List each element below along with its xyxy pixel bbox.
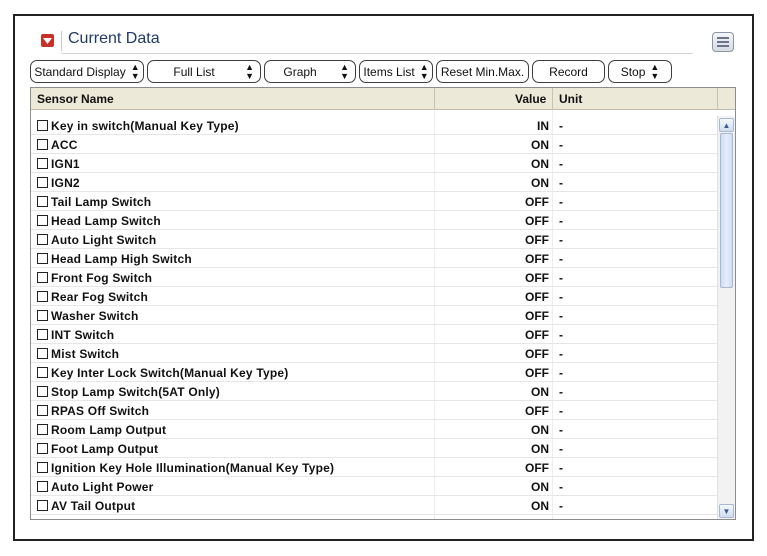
- sensor-unit: -: [559, 214, 563, 228]
- sensor-unit: -: [559, 442, 563, 456]
- sensor-value: OFF: [525, 271, 549, 285]
- table-row[interactable]: [31, 420, 717, 439]
- row-checkbox[interactable]: [37, 291, 48, 302]
- sensor-name: Front Fog Switch: [51, 271, 153, 285]
- collapse-icon[interactable]: [41, 34, 54, 47]
- sensor-name: Washer Switch: [51, 309, 139, 323]
- sensor-value: OFF: [525, 233, 549, 247]
- row-checkbox[interactable]: [37, 310, 48, 321]
- sensor-unit: -: [559, 271, 563, 285]
- sensor-name: Key in switch(Manual Key Type): [51, 119, 239, 133]
- items-list-select[interactable]: [359, 60, 433, 83]
- row-checkbox[interactable]: [37, 234, 48, 245]
- sensor-value: ON: [531, 385, 549, 399]
- row-checkbox[interactable]: [37, 424, 48, 435]
- row-checkbox[interactable]: [37, 462, 48, 473]
- sensor-unit: -: [559, 195, 563, 209]
- row-checkbox[interactable]: [37, 367, 48, 378]
- row-checkbox[interactable]: [37, 443, 48, 454]
- sensor-list: [31, 116, 717, 515]
- row-checkbox[interactable]: [37, 139, 48, 150]
- table-row[interactable]: [31, 382, 717, 401]
- updown-arrow-icon: ▲ ▼: [650, 61, 660, 81]
- updown-arrow-icon: ▲ ▼: [419, 61, 429, 81]
- row-checkbox[interactable]: [37, 158, 48, 169]
- reset-min-max-button[interactable]: [436, 60, 529, 83]
- graph-label: Graph: [283, 64, 317, 79]
- row-checkbox[interactable]: [37, 196, 48, 207]
- sensor-name: INT Switch: [51, 328, 115, 342]
- sensor-unit: -: [559, 423, 563, 437]
- sensor-value: OFF: [525, 252, 549, 266]
- table-row[interactable]: [31, 116, 717, 135]
- sensor-name-column-header[interactable]: Sensor Name: [37, 92, 114, 106]
- row-checkbox[interactable]: [37, 215, 48, 226]
- stop-select[interactable]: [608, 60, 672, 83]
- standard-display-select[interactable]: [30, 60, 144, 83]
- row-checkbox[interactable]: [37, 481, 48, 492]
- table-row[interactable]: [31, 249, 717, 268]
- sensor-name: RPAS Off Switch: [51, 404, 150, 418]
- row-checkbox[interactable]: [37, 253, 48, 264]
- sensor-unit: -: [559, 347, 563, 361]
- sensor-name: Stop Lamp Switch(5AT Only): [51, 385, 220, 399]
- table-row[interactable]: [31, 439, 717, 458]
- sensor-value: OFF: [525, 195, 549, 209]
- row-checkbox[interactable]: [37, 405, 48, 416]
- row-checkbox[interactable]: [37, 272, 48, 283]
- row-checkbox[interactable]: [37, 329, 48, 340]
- column-divider: [717, 88, 718, 110]
- sensor-value: OFF: [525, 366, 549, 380]
- sensor-unit: -: [559, 138, 563, 152]
- sensor-name: Rear Fog Switch: [51, 290, 149, 304]
- sensor-name: Room Lamp Output: [51, 423, 167, 437]
- sensor-name: ACC: [51, 138, 78, 152]
- record-label: Record: [549, 64, 588, 79]
- reset-min-max-label: Reset Min.Max.: [440, 64, 525, 79]
- sensor-value: OFF: [525, 309, 549, 323]
- row-checkbox[interactable]: [37, 348, 48, 359]
- row-checkbox[interactable]: [37, 500, 48, 511]
- items-list-label: Items List: [363, 64, 415, 79]
- sensor-unit: -: [559, 328, 563, 342]
- sensor-value: OFF: [525, 290, 549, 304]
- full-list-label: Full List: [173, 64, 215, 79]
- unit-column-header[interactable]: Unit: [559, 92, 583, 106]
- sensor-data-table: [30, 87, 736, 520]
- sensor-value: OFF: [525, 461, 549, 475]
- updown-arrow-icon: ▲ ▼: [130, 61, 140, 81]
- scrollbar-thumb[interactable]: [720, 133, 733, 288]
- table-row[interactable]: [31, 306, 717, 325]
- table-row[interactable]: [31, 496, 717, 515]
- sensor-unit: -: [559, 309, 563, 323]
- sensor-unit: -: [559, 480, 563, 494]
- sensor-value: OFF: [525, 347, 549, 361]
- sensor-name: Ignition Key Hole Illumination(Manual Key Type): [51, 461, 335, 475]
- sensor-name: Foot Lamp Output: [51, 442, 159, 456]
- title-divider: [61, 31, 62, 51]
- sensor-value: OFF: [525, 404, 549, 418]
- sensor-unit: -: [559, 119, 563, 133]
- sensor-unit: -: [559, 290, 563, 304]
- sensor-value: ON: [531, 499, 549, 513]
- table-row[interactable]: [31, 135, 717, 154]
- page-title: Current Data: [68, 30, 160, 47]
- sensor-name: Head Lamp High Switch: [51, 252, 192, 266]
- vertical-scrollbar[interactable]: [717, 116, 735, 520]
- table-row[interactable]: [31, 363, 717, 382]
- sensor-value: ON: [531, 138, 549, 152]
- sensor-name: AV Tail Output: [51, 499, 136, 513]
- table-header: [31, 88, 735, 110]
- sensor-value: ON: [531, 176, 549, 190]
- table-row[interactable]: [31, 325, 717, 344]
- updown-arrow-icon: ▲ ▼: [340, 61, 349, 81]
- table-row[interactable]: [31, 477, 717, 496]
- sensor-name: Tail Lamp Switch: [51, 195, 152, 209]
- scroll-down-icon[interactable]: ▼: [719, 504, 734, 518]
- sensor-unit: -: [559, 157, 563, 171]
- panel-header: [24, 28, 743, 54]
- full-list-select[interactable]: [147, 60, 261, 83]
- sensor-unit: -: [559, 233, 563, 247]
- sensor-unit: -: [559, 404, 563, 418]
- sensor-unit: -: [559, 461, 563, 475]
- row-checkbox[interactable]: [37, 386, 48, 397]
- table-row[interactable]: [31, 268, 717, 287]
- sensor-unit: -: [559, 252, 563, 266]
- scroll-up-icon[interactable]: ▲: [719, 118, 734, 132]
- table-row[interactable]: [31, 458, 717, 477]
- graph-select[interactable]: [264, 60, 356, 83]
- table-row[interactable]: [31, 401, 717, 420]
- sensor-value: ON: [531, 157, 549, 171]
- sensor-unit: -: [559, 385, 563, 399]
- column-divider: [552, 88, 553, 110]
- sensor-value: ON: [531, 442, 549, 456]
- table-row[interactable]: [31, 230, 717, 249]
- table-row[interactable]: [31, 344, 717, 363]
- table-row[interactable]: [31, 211, 717, 230]
- record-button[interactable]: [532, 60, 605, 83]
- stop-label: Stop: [620, 64, 646, 79]
- title-underline: [61, 53, 693, 54]
- table-row[interactable]: [31, 173, 717, 192]
- standard-display-label: Standard Display: [34, 64, 126, 79]
- menu-icon[interactable]: [712, 32, 734, 52]
- sensor-name: IGN1: [51, 157, 80, 171]
- sensor-name: IGN2: [51, 176, 80, 190]
- sensor-value: IN: [537, 119, 549, 133]
- table-row[interactable]: [31, 192, 717, 211]
- table-row[interactable]: [31, 287, 717, 306]
- sensor-unit: -: [559, 499, 563, 513]
- row-checkbox[interactable]: [37, 120, 48, 131]
- sensor-name: Mist Switch: [51, 347, 120, 361]
- sensor-value: OFF: [525, 214, 549, 228]
- sensor-name: Key Inter Lock Switch(Manual Key Type): [51, 366, 289, 380]
- updown-arrow-icon: ▲ ▼: [245, 61, 254, 81]
- row-checkbox[interactable]: [37, 177, 48, 188]
- table-row[interactable]: [31, 154, 717, 173]
- column-divider: [434, 88, 435, 110]
- sensor-name: Auto Light Power: [51, 480, 154, 494]
- sensor-unit: -: [559, 366, 563, 380]
- sensor-name: Auto Light Switch: [51, 233, 157, 247]
- sensor-name: Head Lamp Switch: [51, 214, 161, 228]
- sensor-unit: -: [559, 176, 563, 190]
- sensor-value: OFF: [525, 328, 549, 342]
- sensor-value: ON: [531, 423, 549, 437]
- sensor-value: ON: [531, 480, 549, 494]
- value-column-header[interactable]: Value: [515, 92, 547, 106]
